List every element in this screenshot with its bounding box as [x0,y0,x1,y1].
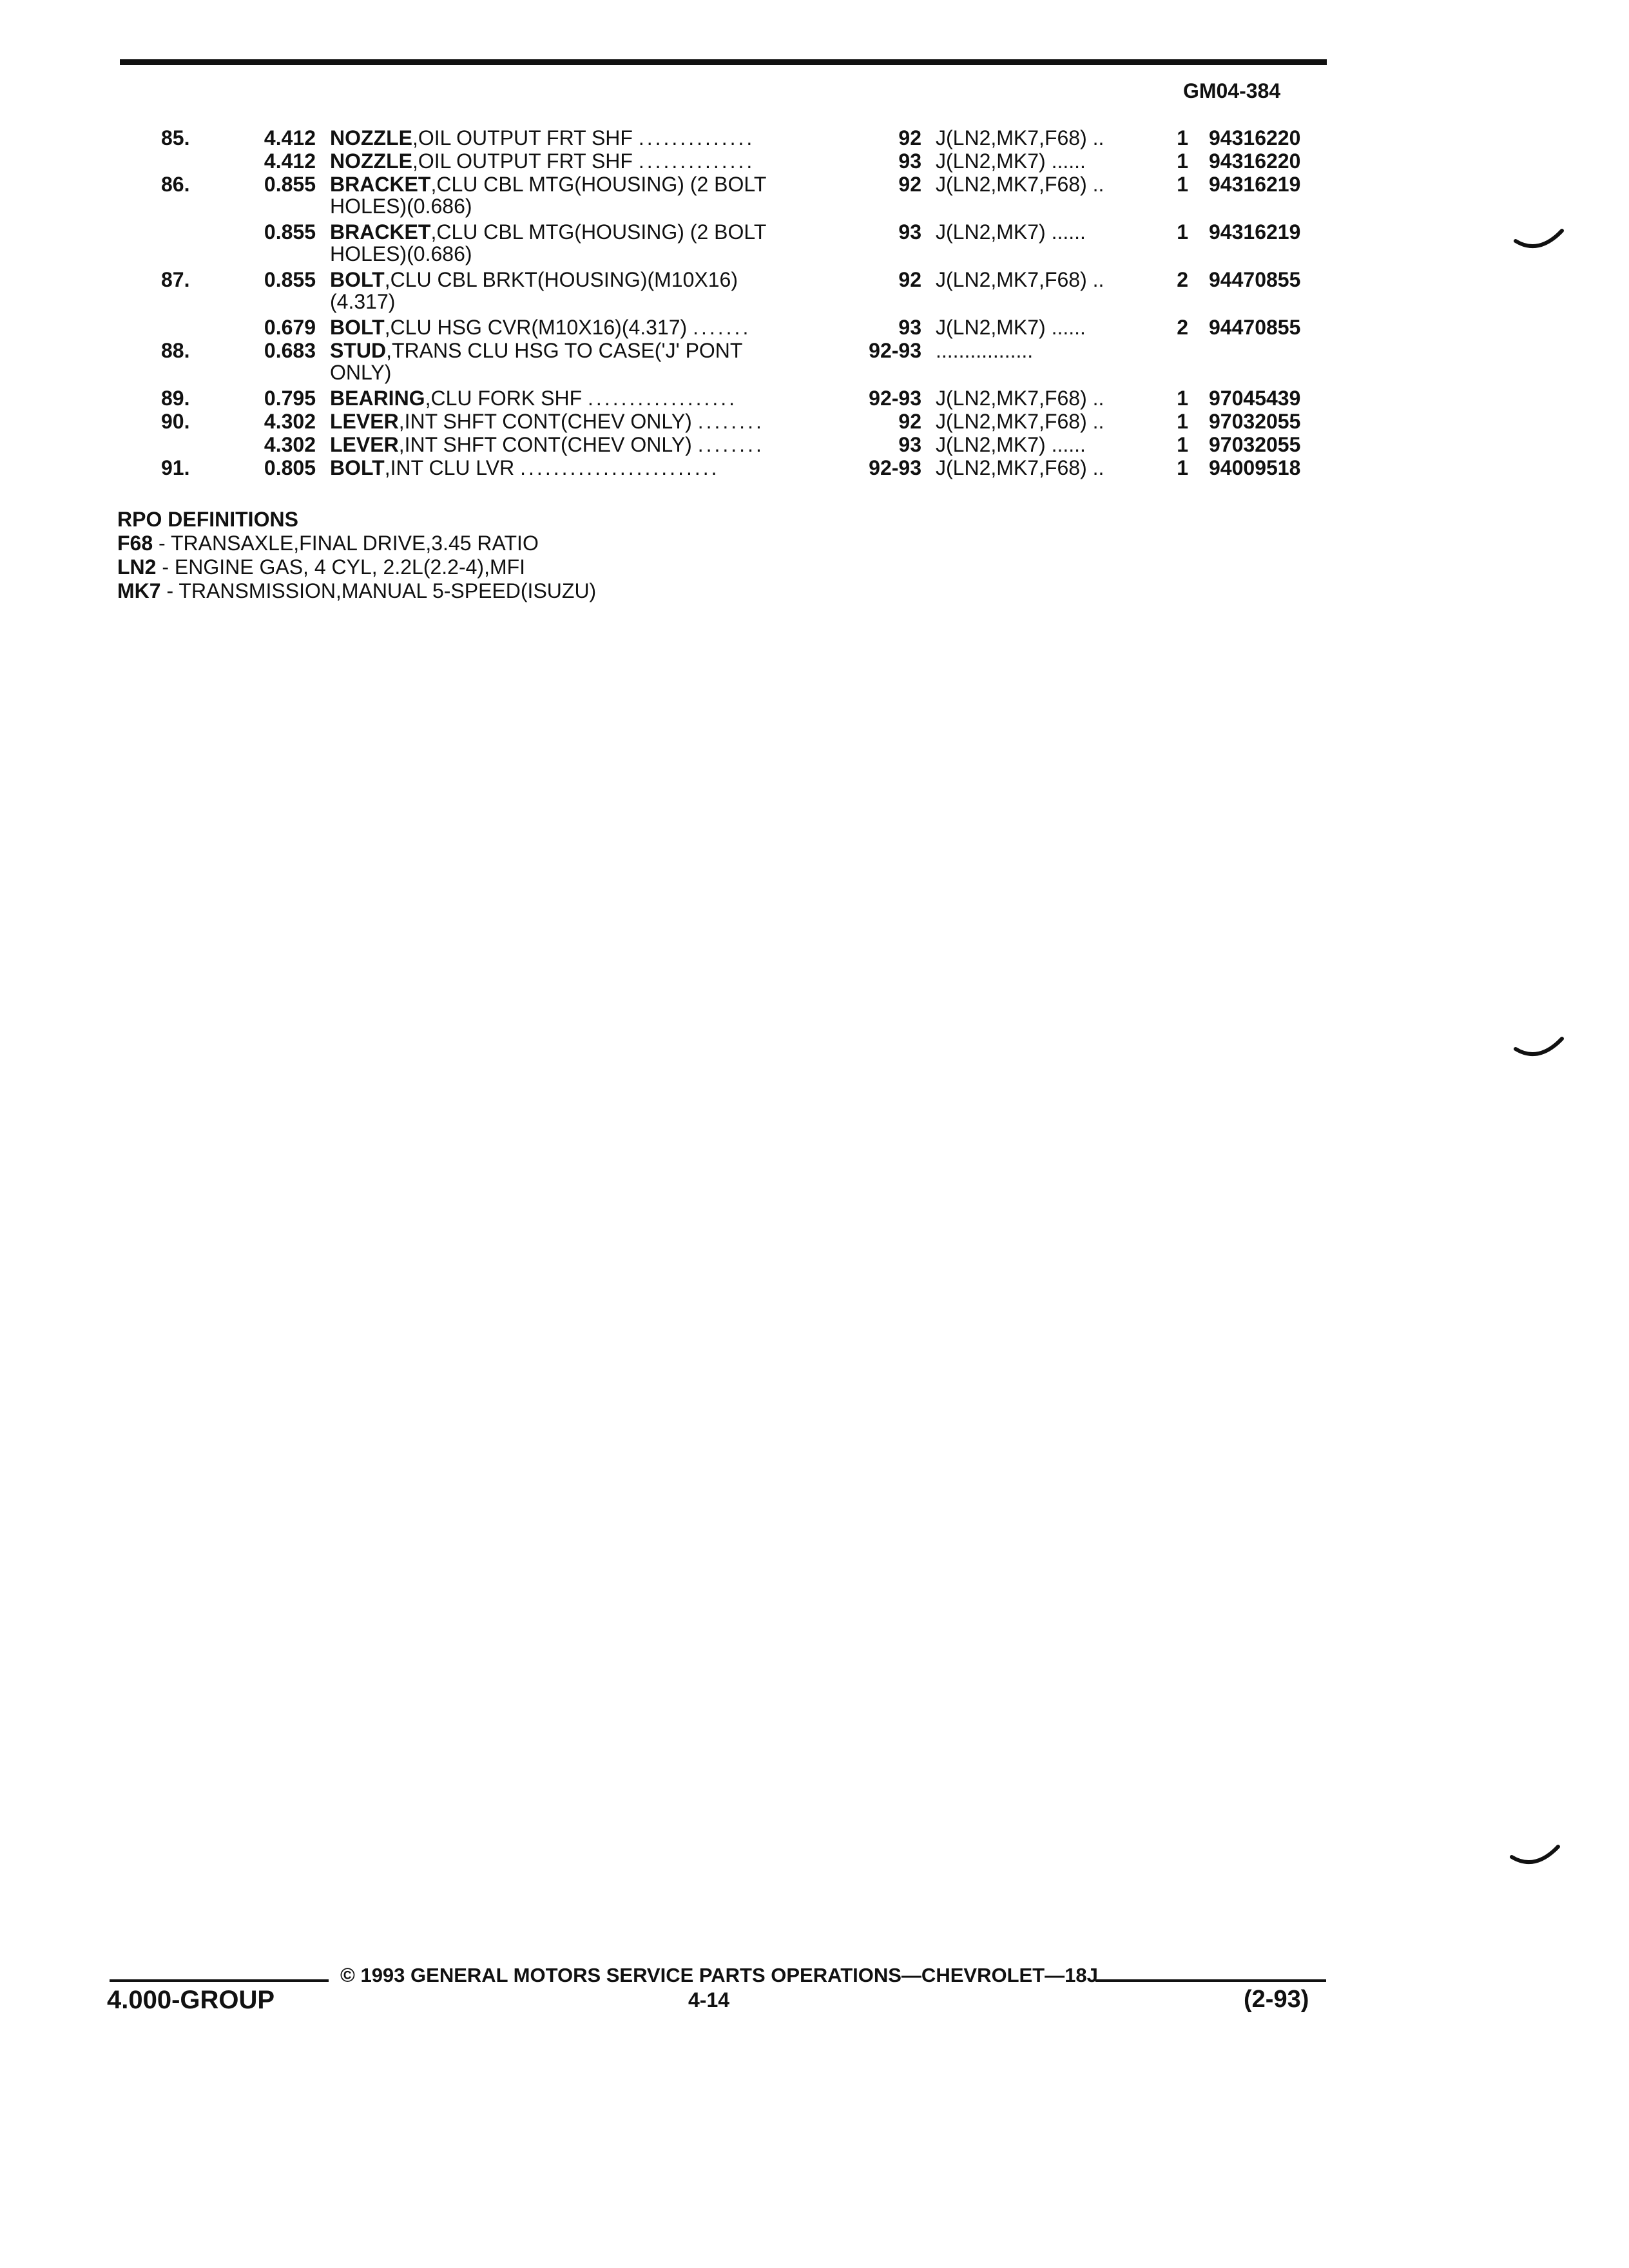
part-detail: ,INT SHFT CONT(CHEV ONLY) [398,410,692,433]
part-detail: ,CLU HSG CVR(M10X16)(4.317) [384,316,688,339]
quantity: 1 [1177,433,1188,456]
part-row [0,433,1629,457]
part-number: 97045439 [1209,387,1301,410]
catalog-code: GM04-384 [1183,79,1281,102]
usage-code: J(LN2,MK7,F68) .. [936,410,1104,433]
part-number: 94316219 [1209,173,1301,196]
item-number: 89. [161,387,190,410]
footer-date: (2-93) [1244,1986,1309,2013]
model-year: 92 [898,126,921,149]
part-number: 97032055 [1209,433,1301,456]
quantity: 1 [1177,410,1188,433]
model-year: 93 [898,220,921,244]
model-year: 93 [898,433,921,456]
part-name: NOZZLE [330,149,412,173]
group-number: 4.302 [264,433,316,456]
usage-code: J(LN2,MK7,F68) .. [936,268,1104,291]
part-row [0,173,1629,197]
model-year: 93 [898,316,921,339]
model-year: 92-93 [869,339,921,362]
part-description [330,316,839,340]
part-description [330,410,839,434]
group-number: 4.302 [264,410,316,433]
usage-code: J(LN2,MK7) ...... [936,220,1086,244]
part-detail: ,INT CLU LVR [384,456,515,479]
footer-group: 4.000-GROUP [107,1986,275,2014]
quantity: 2 [1177,268,1188,291]
part-row [0,339,1629,363]
model-year: 93 [898,149,921,173]
usage-code: J(LN2,MK7,F68) .. [936,173,1104,196]
rpo-line [117,579,596,603]
part-detail: ,CLU FORK SHF [425,387,583,410]
model-year: 92 [898,173,921,196]
footer-rule-left [110,1979,329,1982]
quantity: 1 [1177,456,1188,479]
part-name: BEARING [330,387,425,410]
part-row [0,410,1629,434]
part-number: 94316220 [1209,126,1301,149]
part-row [0,149,1629,174]
description-continuation: HOLES)(0.686) [330,195,472,218]
model-year: 92-93 [869,456,921,479]
quantity: 1 [1177,149,1188,173]
usage-code: ................. [936,339,1034,362]
model-year: 92-93 [869,387,921,410]
description-continuation: ONLY) [330,361,392,384]
leader-dots: ........ [697,410,764,433]
part-detail: ,CLU CBL MTG(HOUSING) (2 BOLT [430,173,766,196]
leader-dots: .............. [638,126,755,149]
part-detail: ,OIL OUTPUT FRT SHF [412,149,633,173]
description-continuation: (4.317) [330,290,396,313]
part-detail: ,CLU CBL BRKT(HOUSING)(M10X16) [384,268,738,291]
item-number: 91. [161,456,190,479]
leader-dots: ....... [693,316,751,339]
part-name: LEVER [330,410,399,433]
rpo-text: - ENGINE GAS, 4 CYL, 2.2L(2.2-4),MFI [156,555,526,579]
part-name: LEVER [330,433,399,456]
quantity: 1 [1177,387,1188,410]
part-number: 94316220 [1209,149,1301,173]
model-year: 92 [898,410,921,433]
group-number: 0.855 [264,220,316,244]
binder-punch-mark [1509,1838,1561,1876]
usage-code: J(LN2,MK7,F68) .. [936,126,1104,149]
part-detail: ,OIL OUTPUT FRT SHF [412,126,633,149]
part-name: BOLT [330,268,385,291]
part-description [330,433,839,457]
rpo-code: MK7 [117,579,161,602]
rpo-title: RPO DEFINITIONS [117,508,298,531]
part-name: BOLT [330,316,385,339]
group-number: 4.412 [264,126,316,149]
part-description [330,268,839,292]
description-continuation: HOLES)(0.686) [330,242,472,265]
part-description [330,173,839,197]
part-row [0,387,1629,411]
footer-rule-right [1095,1979,1326,1982]
usage-code: J(LN2,MK7,F68) .. [936,387,1104,410]
group-number: 0.855 [264,173,316,196]
group-number: 0.683 [264,339,316,362]
rpo-line [117,555,596,579]
footer-copyright: © 1993 GENERAL MOTORS SERVICE PARTS OPERATIONS—CHEVROLET—18J [340,1964,1098,1986]
part-row [0,316,1629,340]
part-name: BOLT [330,456,385,479]
rpo-line [117,532,596,555]
quantity: 2 [1177,316,1188,339]
part-detail: ,INT SHFT CONT(CHEV ONLY) [398,433,692,456]
part-detail: ,CLU CBL MTG(HOUSING) (2 BOLT [430,220,766,244]
usage-code: J(LN2,MK7) ...... [936,149,1086,173]
part-detail: ,TRANS CLU HSG TO CASE('J' PONT [386,339,742,362]
part-description [330,339,839,363]
part-description [330,126,839,150]
part-number: 94470855 [1209,316,1301,339]
group-number: 4.412 [264,149,316,173]
leader-dots: ........................ [520,456,720,479]
part-name: NOZZLE [330,126,412,149]
part-name: BRACKET [330,220,431,244]
quantity: 1 [1177,126,1188,149]
part-row [0,456,1629,481]
footer-page-number: 4-14 [688,1988,730,2012]
part-number: 97032055 [1209,410,1301,433]
group-number: 0.855 [264,268,316,291]
part-description [330,456,839,480]
part-name: STUD [330,339,387,362]
rpo-code: LN2 [117,555,157,579]
part-description [330,220,839,244]
model-year: 92 [898,268,921,291]
item-number: 86. [161,173,190,196]
rpo-text: - TRANSMISSION,MANUAL 5-SPEED(ISUZU) [160,579,597,602]
item-number: 90. [161,410,190,433]
usage-code: J(LN2,MK7,F68) .. [936,456,1104,479]
binder-punch-mark [1513,222,1565,260]
part-number: 94316219 [1209,220,1301,244]
binder-punch-mark [1513,1030,1565,1068]
top-rule [120,59,1327,65]
part-row [0,268,1629,293]
item-number: 87. [161,268,190,291]
part-row [0,126,1629,151]
part-name: BRACKET [330,173,431,196]
rpo-code: F68 [117,532,153,555]
rpo-definitions [117,508,596,603]
usage-code: J(LN2,MK7) ...... [936,316,1086,339]
item-number: 88. [161,339,190,362]
leader-dots: .................. [588,387,738,410]
leader-dots: ........ [697,433,764,456]
rpo-text: - TRANSAXLE,FINAL DRIVE,3.45 RATIO [153,532,539,555]
part-row [0,220,1629,245]
quantity: 1 [1177,220,1188,244]
quantity: 1 [1177,173,1188,196]
part-description [330,387,839,410]
part-number: 94009518 [1209,456,1301,479]
group-number: 0.795 [264,387,316,410]
usage-code: J(LN2,MK7) ...... [936,433,1086,456]
part-number: 94470855 [1209,268,1301,291]
group-number: 0.679 [264,316,316,339]
item-number: 85. [161,126,190,149]
part-description [330,149,839,173]
group-number: 0.805 [264,456,316,479]
leader-dots: .............. [638,149,755,173]
